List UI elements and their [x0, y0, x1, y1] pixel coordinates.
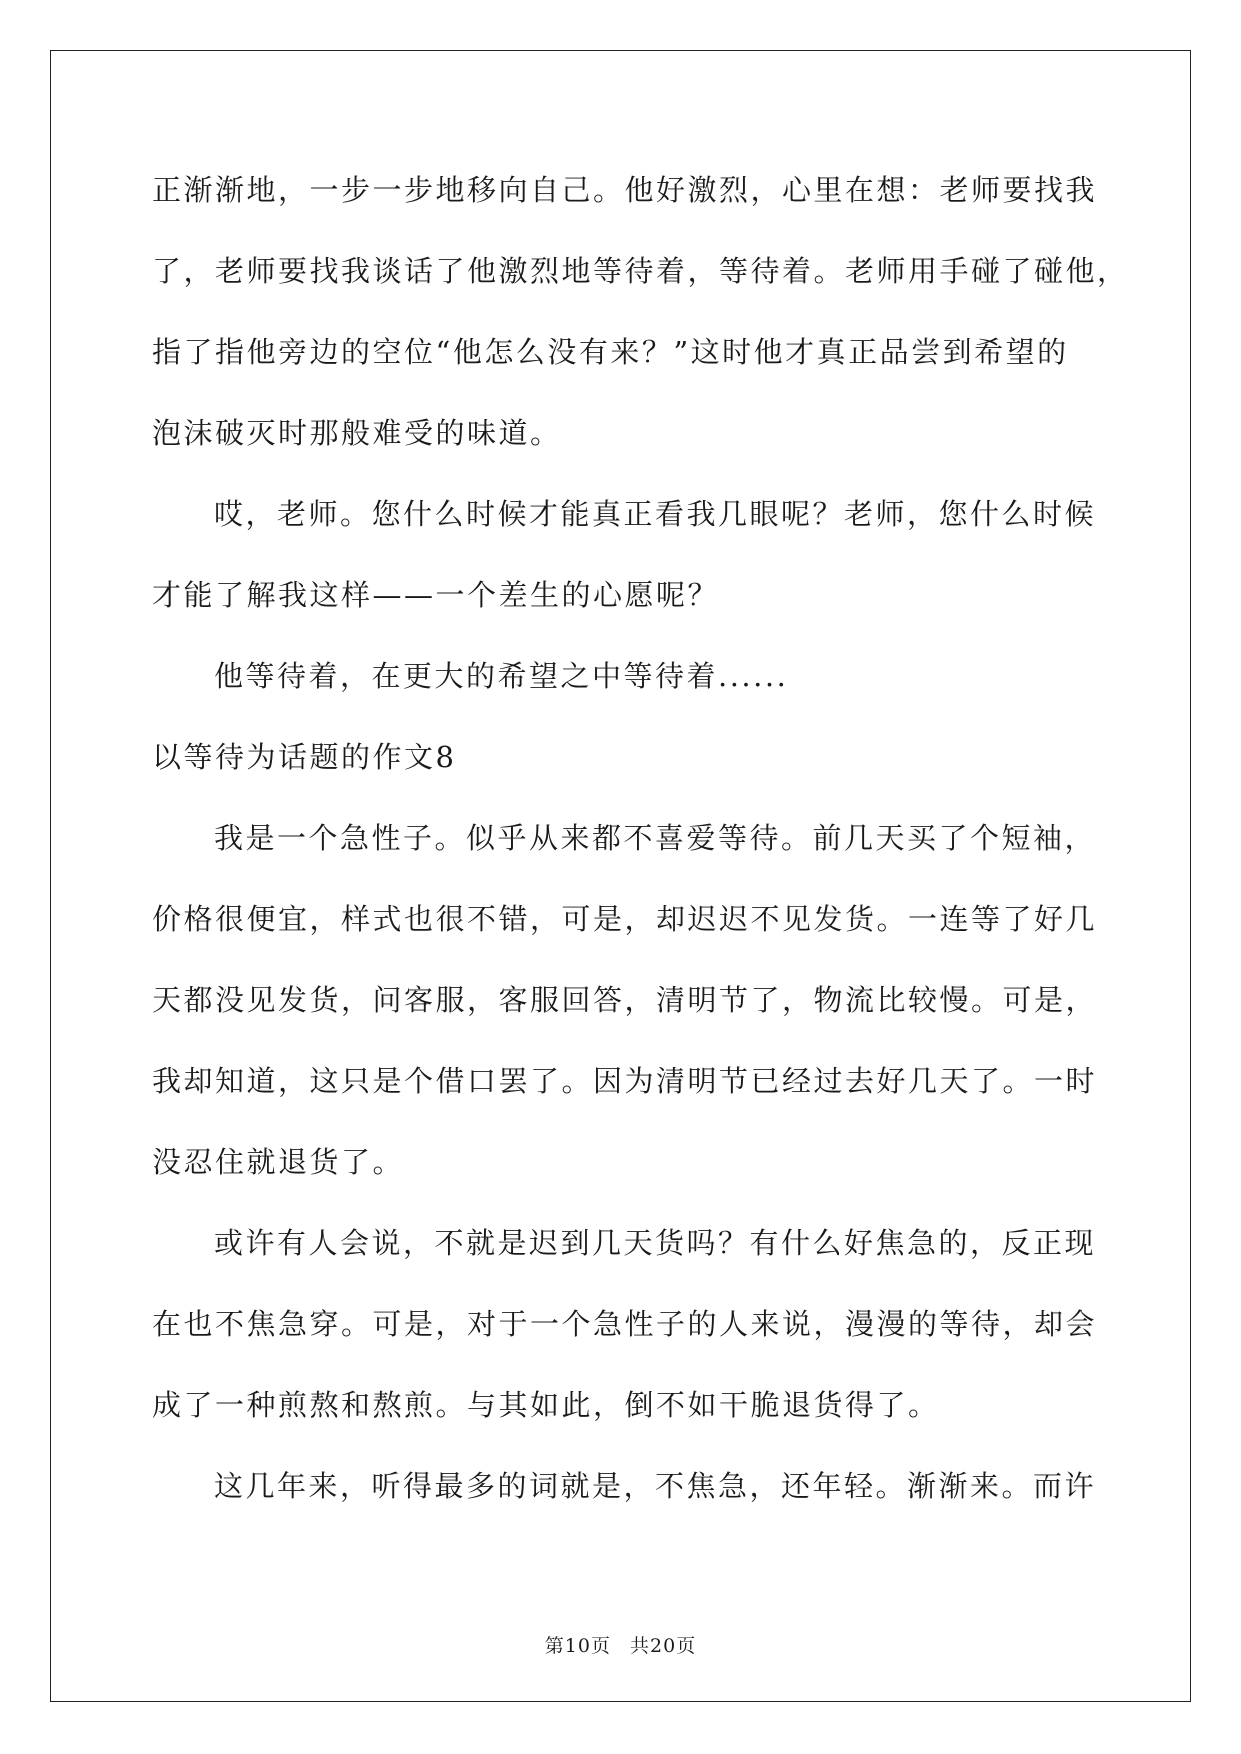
body-line-1: 正渐渐地，一步一步地移向自己。他好激烈，心里在想：老师要找我 [152, 173, 1098, 207]
page-total: 共20页 [630, 1635, 697, 1657]
section-heading: 以等待为话题的作文8 [152, 740, 457, 774]
body-line-15: 在也不焦急穿。可是，对于一个急性子的人来说，漫漫的等待，却会 [152, 1307, 1098, 1341]
body-line-6: 才能了解我这样——一个差生的心愿呢？ [152, 578, 720, 612]
body-line-13: 没忍住就退货了。 [152, 1145, 405, 1179]
body-line-7: 他等待着，在更大的希望之中等待着...... [214, 659, 789, 693]
page-border [50, 50, 1191, 1702]
body-line-3: 指了指他旁边的空位“他怎么没有来？”这时他才真正品尝到希望的 [152, 335, 1069, 369]
page-footer [0, 1634, 1241, 1658]
body-line-12: 我却知道，这只是个借口罢了。因为清明节已经过去好几天了。一时 [152, 1064, 1098, 1098]
body-line-5: 哎，老师。您什么时候才能真正看我几眼呢？老师，您什么时候 [214, 497, 1097, 531]
body-line-14: 或许有人会说，不就是迟到几天货吗？有什么好焦急的，反正现 [214, 1226, 1097, 1260]
body-line-11: 天都没见发货，问客服，客服回答，清明节了，物流比较慢。可是， [152, 983, 1098, 1017]
body-line-2: 了，老师要找我谈话了他激烈地等待着，等待着。老师用手碰了碰他， [152, 254, 1129, 288]
body-line-9: 我是一个急性子。似乎从来都不喜爱等待。前几天买了个短袖， [214, 821, 1097, 855]
body-line-17: 这几年来，听得最多的词就是，不焦急，还年轻。渐渐来。而许 [214, 1469, 1097, 1503]
page-number: 第10页 [544, 1635, 611, 1657]
body-line-4: 泡沫破灭时那般难受的味道。 [152, 416, 562, 450]
body-line-16: 成了一种煎熬和熬煎。与其如此，倒不如干脆退货得了。 [152, 1388, 940, 1422]
body-line-10: 价格很便宜，样式也很不错，可是，却迟迟不见发货。一连等了好几 [152, 902, 1098, 936]
